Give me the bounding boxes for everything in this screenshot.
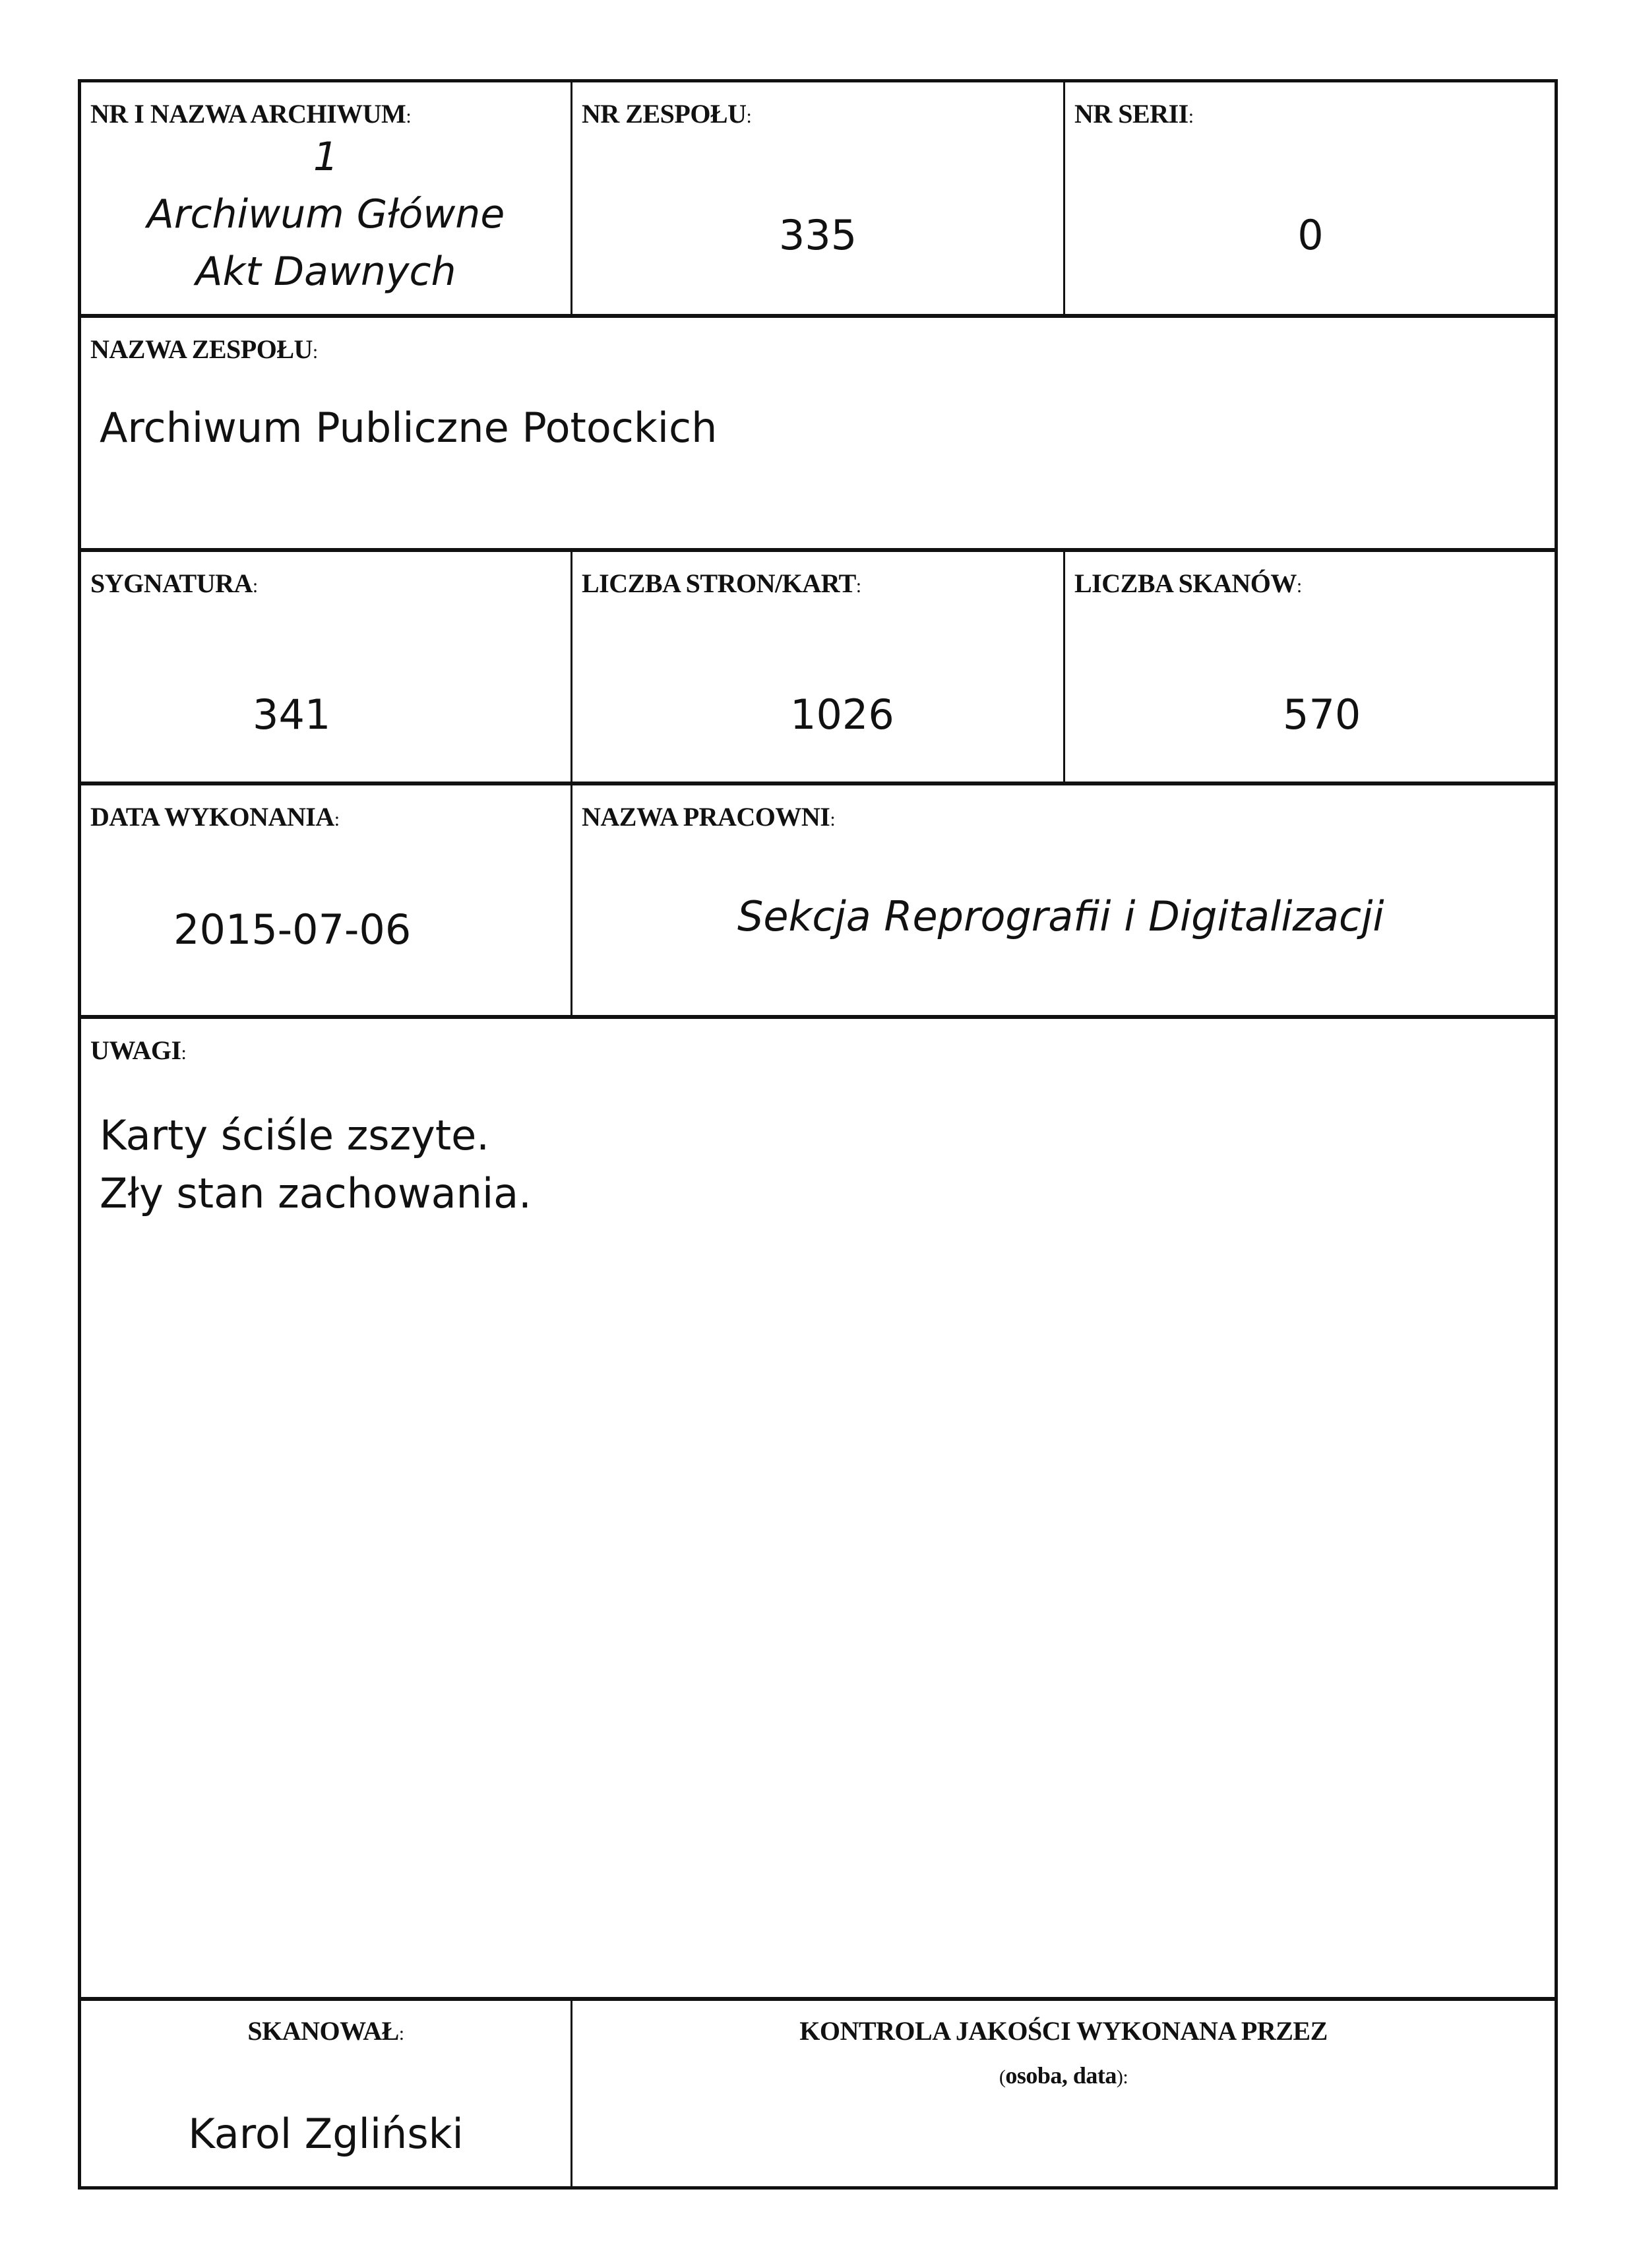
pages-count-label: LICZBA STRON/KART: — [582, 568, 861, 598]
scanned-by-cell — [81, 2001, 571, 2190]
fonds-name-value: Archiwum Publiczne Potockich — [100, 404, 718, 452]
date-cell — [81, 785, 571, 1015]
scans-count-label: LICZBA SKANÓW: — [1074, 568, 1302, 598]
archive-label: NR I NAZWA ARCHIWUM: — [90, 99, 412, 129]
workshop-value: Sekcja Reprografii i Digitalizacji — [737, 892, 1384, 940]
archive-number: 1 — [313, 134, 339, 180]
fonds-number-value: 335 — [778, 211, 857, 259]
date-label: DATA WYKONANIA: — [90, 802, 340, 832]
archive-name-line2: Akt Dawnych — [195, 249, 456, 295]
scanned-by-label: SKANOWAŁ: — [247, 2016, 404, 2046]
notes-line1: Karty ściśle zszyte. — [100, 1111, 489, 1159]
quality-control-label: KONTROLA JAKOŚCI WYKONANA PRZEZ — [799, 2016, 1328, 2046]
signature-value: 341 — [253, 690, 331, 739]
fonds-name-label: NAZWA ZESPOŁU: — [90, 334, 318, 364]
scans-count-cell — [1065, 552, 1556, 782]
notes-cell — [81, 1019, 1555, 1997]
scanned-by-value: Karol Zgliński — [188, 2110, 464, 2158]
quality-control-sublabel: (osoba, data): — [999, 2062, 1128, 2089]
notes-label: UWAGI: — [90, 1035, 187, 1065]
archive-name-line1: Archiwum Główne — [146, 191, 505, 237]
series-number-value: 0 — [1297, 211, 1324, 259]
date-value: 2015-07-06 — [173, 905, 412, 954]
archive-cell — [81, 82, 571, 314]
metrics-form — [78, 79, 1558, 2190]
signature-label: SYGNATURA: — [90, 568, 258, 598]
workshop-cell — [572, 785, 1555, 1015]
workshop-label: NAZWA PRACOWNI: — [582, 802, 836, 832]
quality-control-cell — [572, 2001, 1555, 2190]
fonds-name-cell — [81, 318, 1555, 548]
series-number-label: NR SERII: — [1074, 99, 1194, 129]
pages-count-value: 1026 — [790, 690, 894, 739]
fonds-number-label: NR ZESPOŁU: — [582, 99, 752, 129]
signature-cell — [81, 552, 571, 782]
scans-count-value: 570 — [1283, 690, 1361, 739]
fonds-number-cell — [572, 82, 1063, 314]
notes-line2: Zły stan zachowania. — [100, 1169, 532, 1217]
pages-count-cell — [572, 552, 1063, 782]
series-number-cell — [1065, 82, 1556, 314]
